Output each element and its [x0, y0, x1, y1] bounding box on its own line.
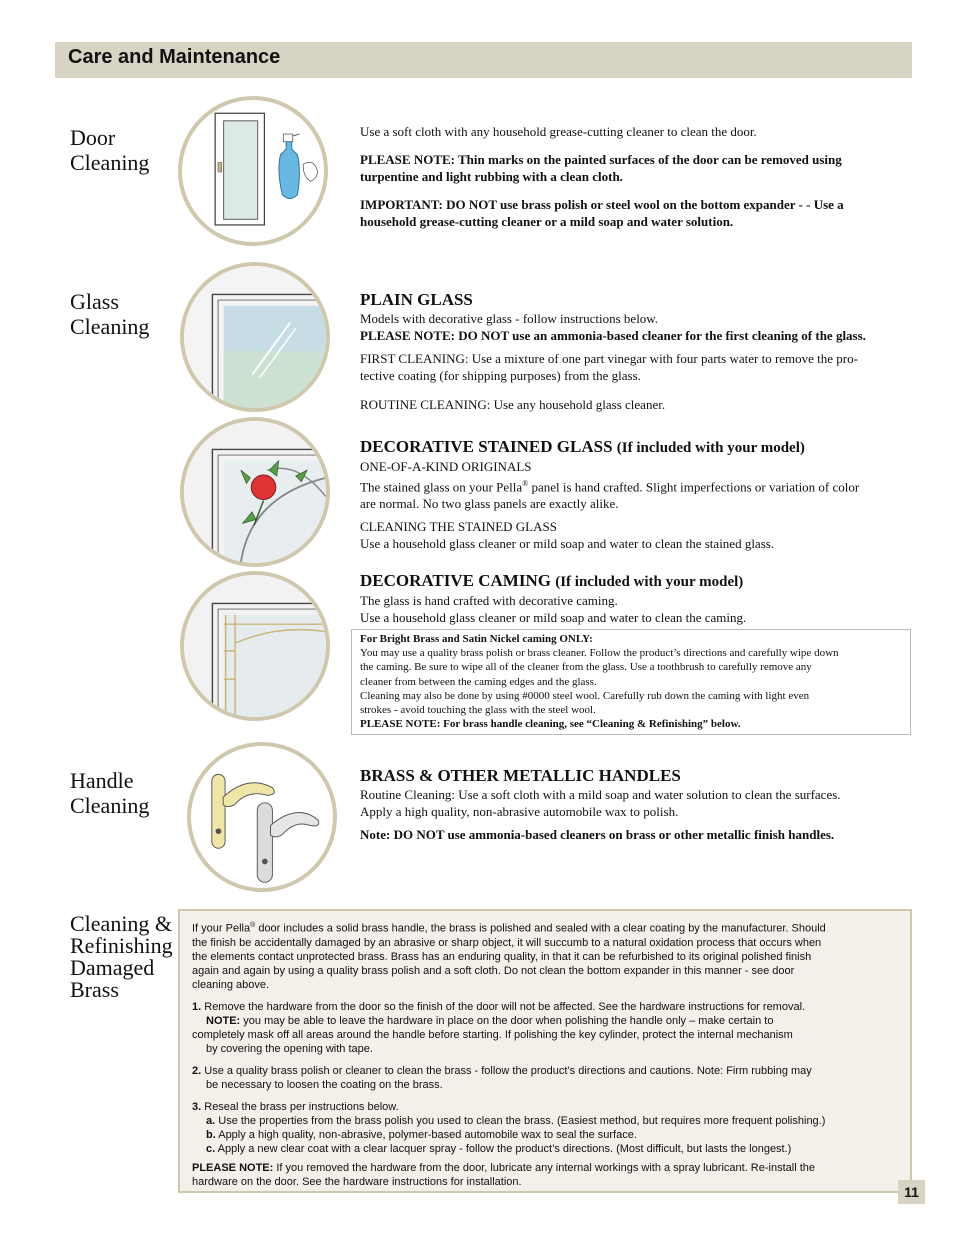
page-title: Care and Maintenance	[68, 46, 281, 68]
brass-step1-number: 1.	[192, 1000, 202, 1013]
caming-title: DECORATIVE CAMING	[360, 571, 551, 590]
handle-cleaning-label	[70, 768, 149, 818]
stained-line2	[360, 475, 910, 495]
handle-label-line1: Handle	[70, 768, 134, 793]
stained-line3: are normal. No two glass panels are exactly alike.	[360, 496, 619, 512]
plain-glass-heading: PLAIN GLASS	[360, 290, 473, 309]
brass-step1-note-label: NOTE:	[206, 1014, 241, 1027]
door-label-line2: Cleaning	[70, 150, 150, 175]
brass-step1	[192, 1000, 898, 1014]
brass-intro-2: the finish be accidentally damaged by an abrasive or sharp object, it will succumb to a natural oxidation process that occurs when	[192, 936, 822, 949]
brass-step3-text: Reseal the brass per instructions below.	[201, 1100, 399, 1113]
brass-step1-line3: completely mask off all areas around the handle before starting. If polishing the key cylinder, protect the internal mechanism	[192, 1028, 793, 1041]
registered-mark: ®	[522, 479, 529, 488]
stained-glass-rose-icon	[184, 421, 326, 563]
door-icon	[182, 100, 324, 242]
plain-glass-text	[360, 290, 910, 413]
caming-text	[360, 571, 910, 626]
caming-illustration	[180, 571, 330, 721]
brass-refinishing-box	[178, 909, 912, 1193]
plain-glass-first-cleaning-1: FIRST CLEANING: Use a mixture of one part vinegar with four parts water to remove the pro-	[360, 351, 858, 366]
door-note-line2: turpentine and light rubbing with a clean cloth.	[360, 169, 623, 184]
caming-line1: The glass is hand crafted with decorative caming.	[360, 593, 618, 608]
brass-step3c-text: Apply a new clear coat with a clear lacquer spray - follow the product’s directions. (Most difficult, but lasts the longest.)	[215, 1142, 792, 1155]
brass-please-note-line2: hardware on the door. See the hardware instructions for installation.	[192, 1175, 522, 1188]
stained-glass-heading	[360, 437, 910, 458]
brass-intro-1	[192, 919, 898, 936]
door-important-line2: household grease-cutting cleaner or a mild soap and water solution.	[360, 214, 734, 229]
brass-step2	[192, 1064, 898, 1078]
door-important-line1: IMPORTANT: DO NOT use brass polish or steel wool on the bottom expander - - Use a	[360, 197, 844, 212]
plain-glass-icon	[184, 266, 326, 408]
stained-glass-subtitle: (If included with your model)	[616, 440, 805, 456]
brass-step3-number: 3.	[192, 1100, 202, 1113]
brass-step3	[192, 1100, 898, 1114]
door-illustration	[178, 96, 328, 246]
brass-intro-1a: If your Pella	[192, 922, 251, 935]
handle-illustration	[187, 742, 337, 892]
stained-line2-part1: The stained glass on your Pella	[360, 479, 523, 495]
caming-box-line5: strokes - avoid touching the glass with the steel wool.	[360, 704, 596, 717]
brass-intro-4: again and again by using a quality brass polish and a soft cloth. Do not clean the bottom expander in this manner - see door	[192, 964, 795, 977]
door-note-line1: PLEASE NOTE: Thin marks on the painted surfaces of the door can be removed using	[360, 152, 842, 167]
brass-intro-5: cleaning above.	[192, 978, 270, 991]
brass-step3a-text: Use the properties from the brass polish you used to clean the brass. (Easiest method, but requires more frequent polishing.)	[215, 1114, 826, 1127]
caming-box-line1: You may use a quality brass polish or brass cleaner. Follow the product’s directions and carefully wipe down	[360, 647, 839, 660]
door-instruction: Use a soft cloth with any household grease-cutting cleaner to clean the door.	[360, 124, 757, 139]
brass-step3a-label: a.	[206, 1114, 216, 1127]
handle-heading: BRASS & OTHER METALLIC HANDLES	[360, 766, 681, 785]
door-text	[360, 123, 905, 230]
handle-note: Note: DO NOT use ammonia-based cleaners on brass or other metallic finish handles.	[360, 827, 835, 842]
caming-box-line4: Cleaning may also be done by using #0000 steel wool. Carefully rub down the caming with light even	[360, 689, 810, 702]
brass-step2-text: Use a quality brass polish or cleaner to clean the brass - follow the product’s directions and cautions. Note: Firm rubbing may	[201, 1064, 812, 1077]
brass-step1-note	[192, 1014, 898, 1028]
brass-step1-line4: by covering the opening with tape.	[206, 1042, 373, 1055]
caming-box-title: For Bright Brass and Satin Nickel caming ONLY:	[360, 633, 593, 645]
caming-box-line3: cleaner from between the caming edges and the glass.	[360, 675, 597, 688]
brass-step3b	[192, 1128, 898, 1142]
plain-glass-note: PLEASE NOTE: DO NOT use an ammonia-based cleaner for the first cleaning of the glass.	[360, 328, 866, 343]
stained-line1: ONE-OF-A-KIND ORIGINALS	[360, 459, 532, 474]
brass-please-note-text: If you removed the hardware from the door, lubricate any internal workings with a spray lubricant. Re-install the	[273, 1161, 816, 1174]
brass-step3b-text: Apply a high quality, non-abrasive, polymer-based automobile wax to seal the surface.	[215, 1128, 637, 1141]
caming-box-note: PLEASE NOTE: For brass handle cleaning, see “Cleaning & Refinishing” below.	[360, 718, 741, 731]
brass-step3b-label: b.	[206, 1128, 216, 1141]
glass-label-line2: Cleaning	[70, 314, 150, 339]
page-number: 11	[898, 1180, 925, 1204]
plain-glass-routine: ROUTINE CLEANING: Use any household glass cleaner.	[360, 397, 666, 412]
caming-subtitle: (If included with your model)	[555, 574, 744, 590]
caming-box-line2: the caming. Be sure to wipe all of the cleaner from the glass. Use a toothbrush to carefully remove any	[360, 661, 812, 674]
brass-refinishing-label	[70, 913, 173, 1001]
glass-cleaning-label	[70, 289, 149, 339]
plain-glass-line1: Models with decorative glass - follow instructions below.	[360, 311, 659, 326]
handle-label-line2: Cleaning	[70, 793, 150, 818]
plain-glass-illustration	[180, 262, 330, 412]
brass-label-line2: Refinishing	[70, 933, 173, 958]
glass-label-line1: Glass	[70, 289, 119, 314]
stained-line5: Use a household glass cleaner or mild soap and water to clean the stained glass.	[360, 536, 775, 552]
brass-step1-note-text: you may be able to leave the hardware in place on the door when polishing the handle only – make certain to	[240, 1014, 774, 1027]
handle-line1: Routine Cleaning: Use a soft cloth with a mild soap and water solution to clean the surfaces.	[360, 787, 841, 802]
brass-step3c	[192, 1142, 898, 1156]
brass-label-line3: Damaged	[70, 955, 155, 980]
brass-label-line1: Cleaning &	[70, 911, 173, 936]
stained-glass-title: DECORATIVE STAINED GLASS	[360, 437, 613, 456]
caming-note-box	[351, 629, 911, 735]
stained-line4: CLEANING THE STAINED GLASS	[360, 519, 557, 535]
door-handle-icon	[191, 746, 333, 888]
brass-registered-mark: ®	[250, 922, 256, 929]
handle-text	[360, 766, 910, 843]
brass-please-note	[192, 1161, 898, 1175]
caming-line2: Use a household glass cleaner or mild soap and water to clean the caming.	[360, 610, 747, 625]
brass-intro-3: the elements contact unprotected brass. Brass has an enduring quality, in that it can be refurbished to its original polished finish	[192, 950, 812, 963]
stained-line2-part2: panel is hand crafted. Slight imperfections or variation of color	[528, 479, 860, 495]
brass-intro-1b: door includes a solid brass handle, the brass is polished and sealed with a clear coating by the manufacturer. Should	[255, 922, 826, 935]
door-cleaning-label	[70, 125, 149, 175]
brass-label-line4: Brass	[70, 977, 119, 1002]
brass-please-note-label: PLEASE NOTE:	[192, 1161, 274, 1174]
brass-step1-text: Remove the hardware from the door so the finish of the door will not be affected. See the hardware instructions for removal.	[201, 1000, 806, 1013]
caming-icon	[184, 575, 326, 717]
caming-heading	[360, 571, 910, 592]
brass-step3c-label: c.	[206, 1142, 216, 1155]
plain-glass-first-cleaning-2: tective coating (for shipping purposes) from the glass.	[360, 368, 641, 383]
door-label-line1: Door	[70, 125, 116, 150]
handle-line2: Apply a high quality, non-abrasive automobile wax to polish.	[360, 804, 679, 819]
brass-step3a	[192, 1114, 898, 1128]
brass-step2-number: 2.	[192, 1064, 202, 1077]
stained-glass-illustration	[180, 417, 330, 567]
brass-step2-line2: be necessary to loosen the coating on the brass.	[206, 1078, 443, 1091]
stained-glass-text	[360, 437, 910, 552]
